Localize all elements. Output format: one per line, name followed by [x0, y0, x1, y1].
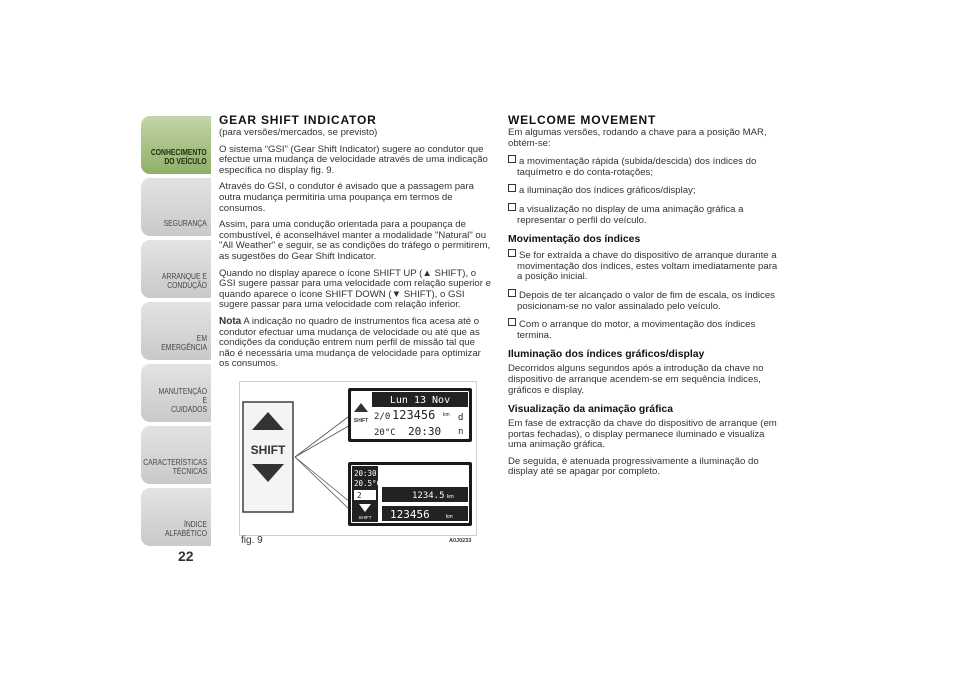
checkbox-bullet-icon	[508, 318, 516, 326]
paragraph	[219, 269, 491, 311]
paragraph: Através do GSI, o condutor é avisado que a passagem para outra mudança permitiria uma poupança em termos de consumos.	[219, 181, 474, 214]
list-item	[508, 318, 782, 341]
list-item	[508, 184, 782, 197]
note-label: Nota	[219, 315, 242, 327]
display-gear-code: 2/0	[374, 412, 391, 422]
display2-time: 20:30	[354, 469, 377, 478]
tab-label: ÍNDICE ALFABÉTICO	[165, 520, 207, 538]
odo2-unit: km	[446, 514, 453, 520]
callout-line	[295, 424, 352, 457]
list-text: a iluminação dos índices gráficos/display;	[519, 185, 696, 197]
list-text: a movimentação rápida (subida/descida) dos índices do taquímetro e do conta-rotações;	[517, 156, 757, 178]
tab-manutencao[interactable]	[141, 364, 211, 422]
small-shift-label: SHIFT	[353, 418, 369, 424]
list-item	[508, 203, 782, 226]
subheading: Iluminação dos índices gráficos/display	[508, 349, 705, 361]
callout-line	[295, 457, 350, 510]
dashboard-illustration	[240, 382, 476, 535]
left-column	[219, 114, 491, 376]
display2-odometer: 123456	[390, 508, 430, 521]
note	[219, 317, 491, 370]
right-column	[508, 114, 782, 484]
text-run: SHIFT), o GSI sugere passar para uma velocidade com relação superior e quando aparece o ícone SHIFT DOWN (	[219, 267, 491, 300]
page-number: 22	[178, 548, 194, 564]
display-time: 20:30	[408, 425, 442, 438]
tab-arranque[interactable]	[141, 240, 211, 298]
display2-gear: 2	[357, 491, 362, 500]
paragraph: Decorridos alguns segundos após a introdução da chave no dispositivo de arranque acendem-se em sequência índices, gráficos e display.	[508, 363, 764, 396]
callout-line	[295, 414, 352, 457]
text-run: Quando no display aparece o ícone SHIFT UP (	[219, 267, 423, 279]
odo-unit: km	[443, 412, 450, 418]
tab-label: CARACTERÍSTICAS TÉCNICAS	[143, 458, 207, 476]
display-odometer: 123456	[392, 408, 436, 422]
section-title: GEAR SHIFT INDICATOR	[219, 113, 377, 127]
figure-label: fig. 9	[241, 535, 263, 546]
list-text: Se for extraída a chave do dispositivo de arranque durante a movimentação dos índices, estes voltam imediatamente para a posição inicial.	[517, 250, 778, 283]
subheading: Visualização da animação gráfica	[508, 404, 673, 416]
tab-seguranca[interactable]	[141, 178, 211, 236]
shift-down-icon: ▼	[391, 288, 402, 300]
display-temp: 20°C	[374, 428, 396, 438]
checkbox-bullet-icon	[508, 184, 516, 192]
checkbox-bullet-icon	[508, 249, 516, 257]
paragraph: De seguida, é atenuada progressivamente a iluminação do display até se apagar por completo.	[508, 455, 759, 478]
checkbox-bullet-icon	[508, 155, 516, 163]
paragraph: Assim, para uma condução orientada para a poupança de combustível, é aconselhável manter a modalidade "Natural" ou "All Weather" e seguir, se as condições do tráfego o permitirem, as sugestões do Gear Shift Indicator.	[219, 219, 491, 262]
tab-conhecimento[interactable]	[141, 116, 211, 174]
list-item	[508, 249, 782, 283]
tab-caracteristicas[interactable]	[141, 426, 211, 484]
paragraph: Em fase de extracção da chave do dispositivo de arranque (em portas fechadas), o display permanece iluminado e visualiza uma animação gráfica.	[508, 418, 777, 451]
chapter-sidebar	[141, 116, 211, 550]
display2-temp: 20.5°C	[354, 479, 382, 488]
list-item	[508, 155, 782, 178]
side-letter-d: d	[458, 413, 464, 423]
tab-indice[interactable]	[141, 488, 211, 546]
figure-9	[239, 381, 477, 536]
tab-label: ARRANQUE E CONDUÇÃO	[162, 272, 207, 290]
display-date: Lun 13 Nov	[389, 395, 451, 406]
checkbox-bullet-icon	[508, 289, 516, 297]
figure-code: A0J0233	[449, 538, 472, 544]
subtitle: (para versões/mercados, se previsto)	[219, 127, 378, 138]
list-text: a visualização no display de uma animação gráfica a representar o perfil do veículo.	[517, 203, 744, 226]
list-text: Depois de ter alcançado o valor de fim de escala, os índices posicionam-se no valor assinalado pelo veículo.	[517, 289, 775, 312]
section-title: WELCOME MOVEMENT	[508, 113, 657, 127]
shift-up-icon: ▲	[422, 267, 432, 279]
tab-label: EM EMERGÊNCIA	[161, 334, 207, 352]
paragraph: Em algumas versões, rodando a chave para a posição MAR, obtém-se:	[508, 127, 767, 149]
list-item	[508, 289, 782, 312]
checkbox-bullet-icon	[508, 203, 516, 211]
subheading: Movimentação dos índices	[508, 234, 641, 246]
tab-label: SEGURANÇA	[163, 219, 207, 228]
paragraph: O sistema “GSI” (Gear Shift Indicator) sugere ao condutor que efectue uma mudança de velocidade através de uma indicação específica no display fig. 9.	[219, 143, 488, 176]
tab-emergencia[interactable]	[141, 302, 211, 360]
text-run: SHIFT), o GSI sugere passar para uma velocidade com relação inferior.	[219, 288, 465, 311]
tab-label: CONHECIMENTO DO VEÍCULO	[151, 148, 207, 166]
callout-line	[295, 457, 350, 502]
display2-trip: 1234.5	[412, 491, 445, 501]
shift-label: SHIFT	[250, 443, 286, 457]
list-text: Com o arranque do motor, a movimentação dos índices termina.	[517, 319, 756, 341]
small-shift-label-down: SHIFT	[358, 515, 372, 520]
side-letter-n: n	[458, 427, 464, 437]
trip-unit: km	[447, 494, 454, 500]
note-text: A indicação no quadro de instrumentos fica acesa até o condutor efectuar uma mudança de velocidade ou até que as condições da condução entrem num perfil de missão tal que não é necessária uma mudança de velocidade para optimizar os consumos.	[219, 315, 481, 370]
tab-label: MANUTENÇÃO E CUIDADOS	[158, 387, 207, 414]
